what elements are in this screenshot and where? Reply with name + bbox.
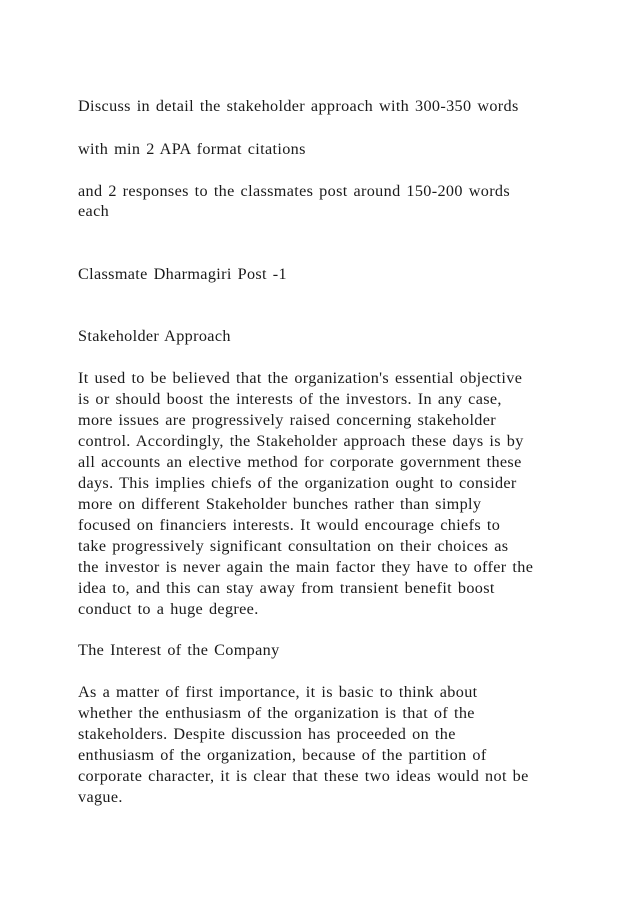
paragraph1-line: more issues are progressively raised concerning stakeholder <box>78 411 497 429</box>
instruction-line-2: with min 2 APA format citations <box>78 140 306 158</box>
paragraph1-line: take progressively significant consultation on their choices as <box>78 537 509 555</box>
paragraph1-line: control. Accordingly, the Stakeholder approach these days is by <box>78 432 524 450</box>
paragraph2-line: corporate character, it is clear that these two ideas would not be <box>78 767 529 785</box>
paragraph2-line: As a matter of first importance, it is basic to think about <box>78 683 478 701</box>
paragraph1-line: more on different Stakeholder bunches rather than simply <box>78 495 482 513</box>
paragraph1-line: idea to, and this can stay away from transient benefit boost <box>78 579 495 597</box>
paragraph1-line: conduct to a huge degree. <box>78 600 259 618</box>
section-heading-interest-of-company: The Interest of the Company <box>78 641 280 659</box>
instruction-line-1: Discuss in detail the stakeholder approach with 300-350 words <box>78 97 519 115</box>
section-heading-stakeholder-approach: Stakeholder Approach <box>78 327 231 345</box>
paragraph2-line: vague. <box>78 788 123 806</box>
paragraph1-line: It used to be believed that the organization's essential objective <box>78 369 523 387</box>
paragraph1-line: days. This implies chiefs of the organization ought to consider <box>78 474 517 492</box>
post-heading: Classmate Dharmagiri Post -1 <box>78 265 287 283</box>
paragraph2-line: enthusiasm of the organization, because of the partition of <box>78 746 487 764</box>
paragraph2-line: whether the enthusiasm of the organization is that of the <box>78 704 475 722</box>
paragraph1-line: focused on financiers interests. It would encourage chiefs to <box>78 516 501 534</box>
paragraph1-line: is or should boost the interests of the investors. In any case, <box>78 390 502 408</box>
paragraph1-line: the investor is never again the main factor they have to offer the <box>78 558 534 576</box>
paragraph1-line: all accounts an elective method for corporate government these <box>78 453 522 471</box>
instruction-line-4: each <box>78 202 110 220</box>
instruction-line-3: and 2 responses to the classmates post around 150-200 words <box>78 182 511 200</box>
paragraph2-line: stakeholders. Despite discussion has proceeded on the <box>78 725 456 743</box>
